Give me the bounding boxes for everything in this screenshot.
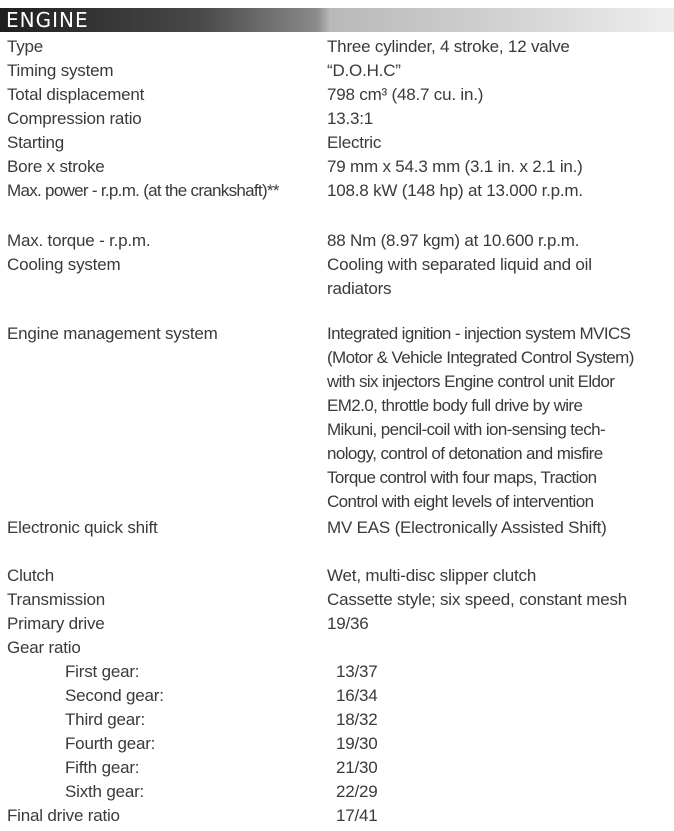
spec-value: 88 Nm (8.97 kgm) at 10.600 r.p.m. <box>327 231 580 250</box>
spec-value: 19/36 <box>327 614 369 633</box>
gear-label: Sixth gear: <box>65 782 145 801</box>
spec-label: Primary drive <box>7 614 105 633</box>
gear-label: Second gear: <box>65 686 164 705</box>
spec-label: Compression ratio <box>7 109 142 128</box>
spec-label: Timing system <box>7 61 114 80</box>
spec-label: Engine management system <box>7 324 218 343</box>
spec-value: 13.3:1 <box>327 109 374 128</box>
spec-label: Starting <box>7 133 64 152</box>
spec-value: MV EAS (Electronically Assisted Shift) <box>327 518 607 537</box>
spec-label: Gear ratio <box>7 638 81 657</box>
gear-value: 16/34 <box>336 686 378 705</box>
section-title: ENGINE <box>6 8 89 32</box>
spec-value: 108.8 kW (148 hp) at 13.000 r.p.m. <box>327 181 583 200</box>
spec-label: Transmission <box>7 590 106 609</box>
spec-label: Max. power - r.p.m. (at the crankshaft)** <box>7 181 279 200</box>
spec-label: Electronic quick shift <box>7 518 158 537</box>
spec-label: Clutch <box>7 566 54 585</box>
spec-value: 79 mm x 54.3 mm (3.1 in. x 2.1 in.) <box>327 157 583 176</box>
gear-label: Third gear: <box>65 710 146 729</box>
gear-label: First gear: <box>65 662 140 681</box>
spec-value: Wet, multi-disc slipper clutch <box>327 566 537 585</box>
spec-label: Final drive ratio <box>7 806 120 825</box>
gear-value: 22/29 <box>336 782 378 801</box>
spec-label: Total displacement <box>7 85 145 104</box>
spec-value: 798 cm³ (48.7 cu. in.) <box>327 85 484 104</box>
spec-label: Type <box>7 37 44 56</box>
spec-label: Max. torque - r.p.m. <box>7 231 151 250</box>
section-header-bar <box>0 8 674 32</box>
gear-label: Fourth gear: <box>65 734 156 753</box>
gear-label: Fifth gear: <box>65 758 140 777</box>
spec-label: Bore x stroke <box>7 157 105 176</box>
spec-value: Cooling with separated liquid and oil radiators <box>327 255 592 298</box>
spec-value: “D.O.H.C” <box>327 61 401 80</box>
spec-value: Three cylinder, 4 stroke, 12 valve <box>327 37 570 56</box>
spec-label: Cooling system <box>7 255 121 274</box>
gear-value: 21/30 <box>336 758 378 777</box>
gear-value: 19/30 <box>336 734 378 753</box>
gear-value: 13/37 <box>336 662 378 681</box>
gear-value: 18/32 <box>336 710 378 729</box>
spec-value: Cassette style; six speed, constant mesh <box>327 590 628 609</box>
spec-value: 17/41 <box>336 806 378 825</box>
spec-value: Electric <box>327 133 382 152</box>
spec-value: Integrated ignition - injection system MVICS (Motor & Vehicle Integrated Control System) with six injectors Engine control unit Eldor EM2.0, throttle body full drive by wire Mikuni, pencil-coil with ion-sensing tech- nology, control of detonation and misfire Torque control with four maps, Traction Control with eight levels of intervention <box>327 324 634 511</box>
